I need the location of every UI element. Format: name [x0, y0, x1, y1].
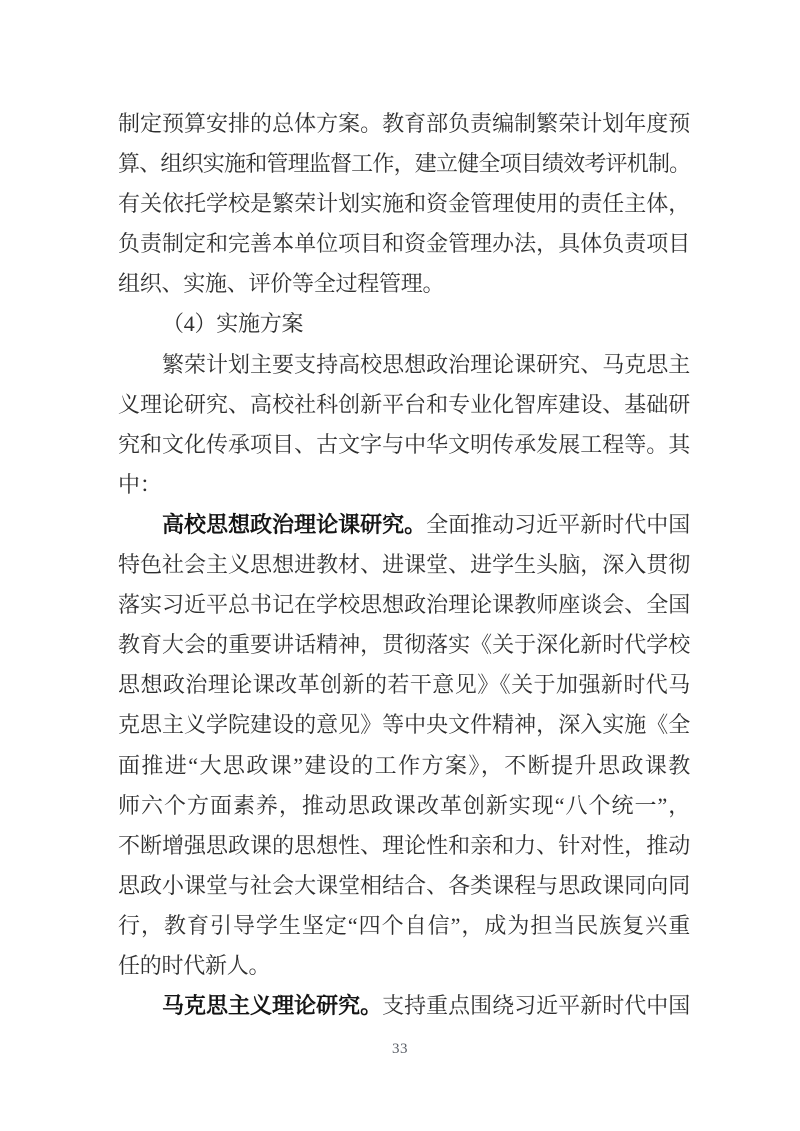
text-line — [118, 986, 690, 1026]
text-run: 全面推动习近平新时代中国 — [426, 511, 690, 537]
topic-title-bold-run: 马克思主义理论研究。 — [162, 993, 383, 1019]
text-line: 教育大会的重要讲话精神，贯彻落实《关于深化新时代学校 — [118, 632, 690, 658]
text-line: 面推进“大思政课”建设的工作方案》，不断提升思政课教 — [118, 752, 690, 778]
document-text-block — [118, 104, 690, 1026]
text-line: 思政小课堂与社会大课堂相结合、各类课程与思政课同向同 — [118, 872, 690, 898]
text-line: 落实习近平总书记在学校思想政治理论课教师座谈会、全国 — [118, 592, 690, 618]
text-line: 中： — [118, 471, 162, 497]
text-line — [118, 505, 690, 545]
text-line: 特色社会主义思想进教材、进课堂、进学生头脑，深入贯彻 — [118, 552, 690, 578]
text-line: 义理论研究、高校社科创新平台和专业化智库建设、基础研 — [118, 391, 690, 417]
text-line: 组织、实施、评价等全过程管理。 — [118, 271, 445, 297]
text-line: 繁荣计划主要支持高校思想政治理论课研究、马克思主 — [162, 351, 690, 377]
text-line: 思想政治理论课改革创新的若干意见》《关于加强新时代马 — [118, 672, 690, 698]
section-heading: （4）实施方案 — [162, 311, 304, 337]
text-line: 算、组织实施和管理监督工作，建立健全项目绩效考评机制。 — [118, 151, 690, 177]
text-run: 支持重点围绕习近平新时代中国 — [382, 993, 690, 1019]
page-number: 33 — [392, 1041, 408, 1057]
text-line: 克思主义学院建设的意见》等中央文件精神，深入实施《全 — [118, 712, 690, 738]
text-line: 负责制定和完善本单位项目和资金管理办法，具体负责项目 — [118, 231, 690, 257]
topic-title-bold-run: 高校思想政治理论课研究。 — [162, 511, 427, 537]
text-line: 任的时代新人。 — [118, 952, 271, 978]
text-line: 师六个方面素养，推动思政课改革创新实现“八个统一”， — [118, 792, 690, 818]
text-line: 不断增强思政课的思想性、理论性和亲和力、针对性，推动 — [118, 832, 690, 858]
text-line: 行，教育引导学生坚定“四个自信”，成为担当民族复兴重 — [118, 912, 690, 938]
text-line: 有关依托学校是繁荣计划实施和资金管理使用的责任主体， — [118, 191, 690, 217]
text-line: 究和文化传承项目、古文字与中华文明传承发展工程等。其 — [118, 431, 690, 457]
text-line: 制定预算安排的总体方案。教育部负责编制繁荣计划年度预 — [118, 111, 690, 136]
